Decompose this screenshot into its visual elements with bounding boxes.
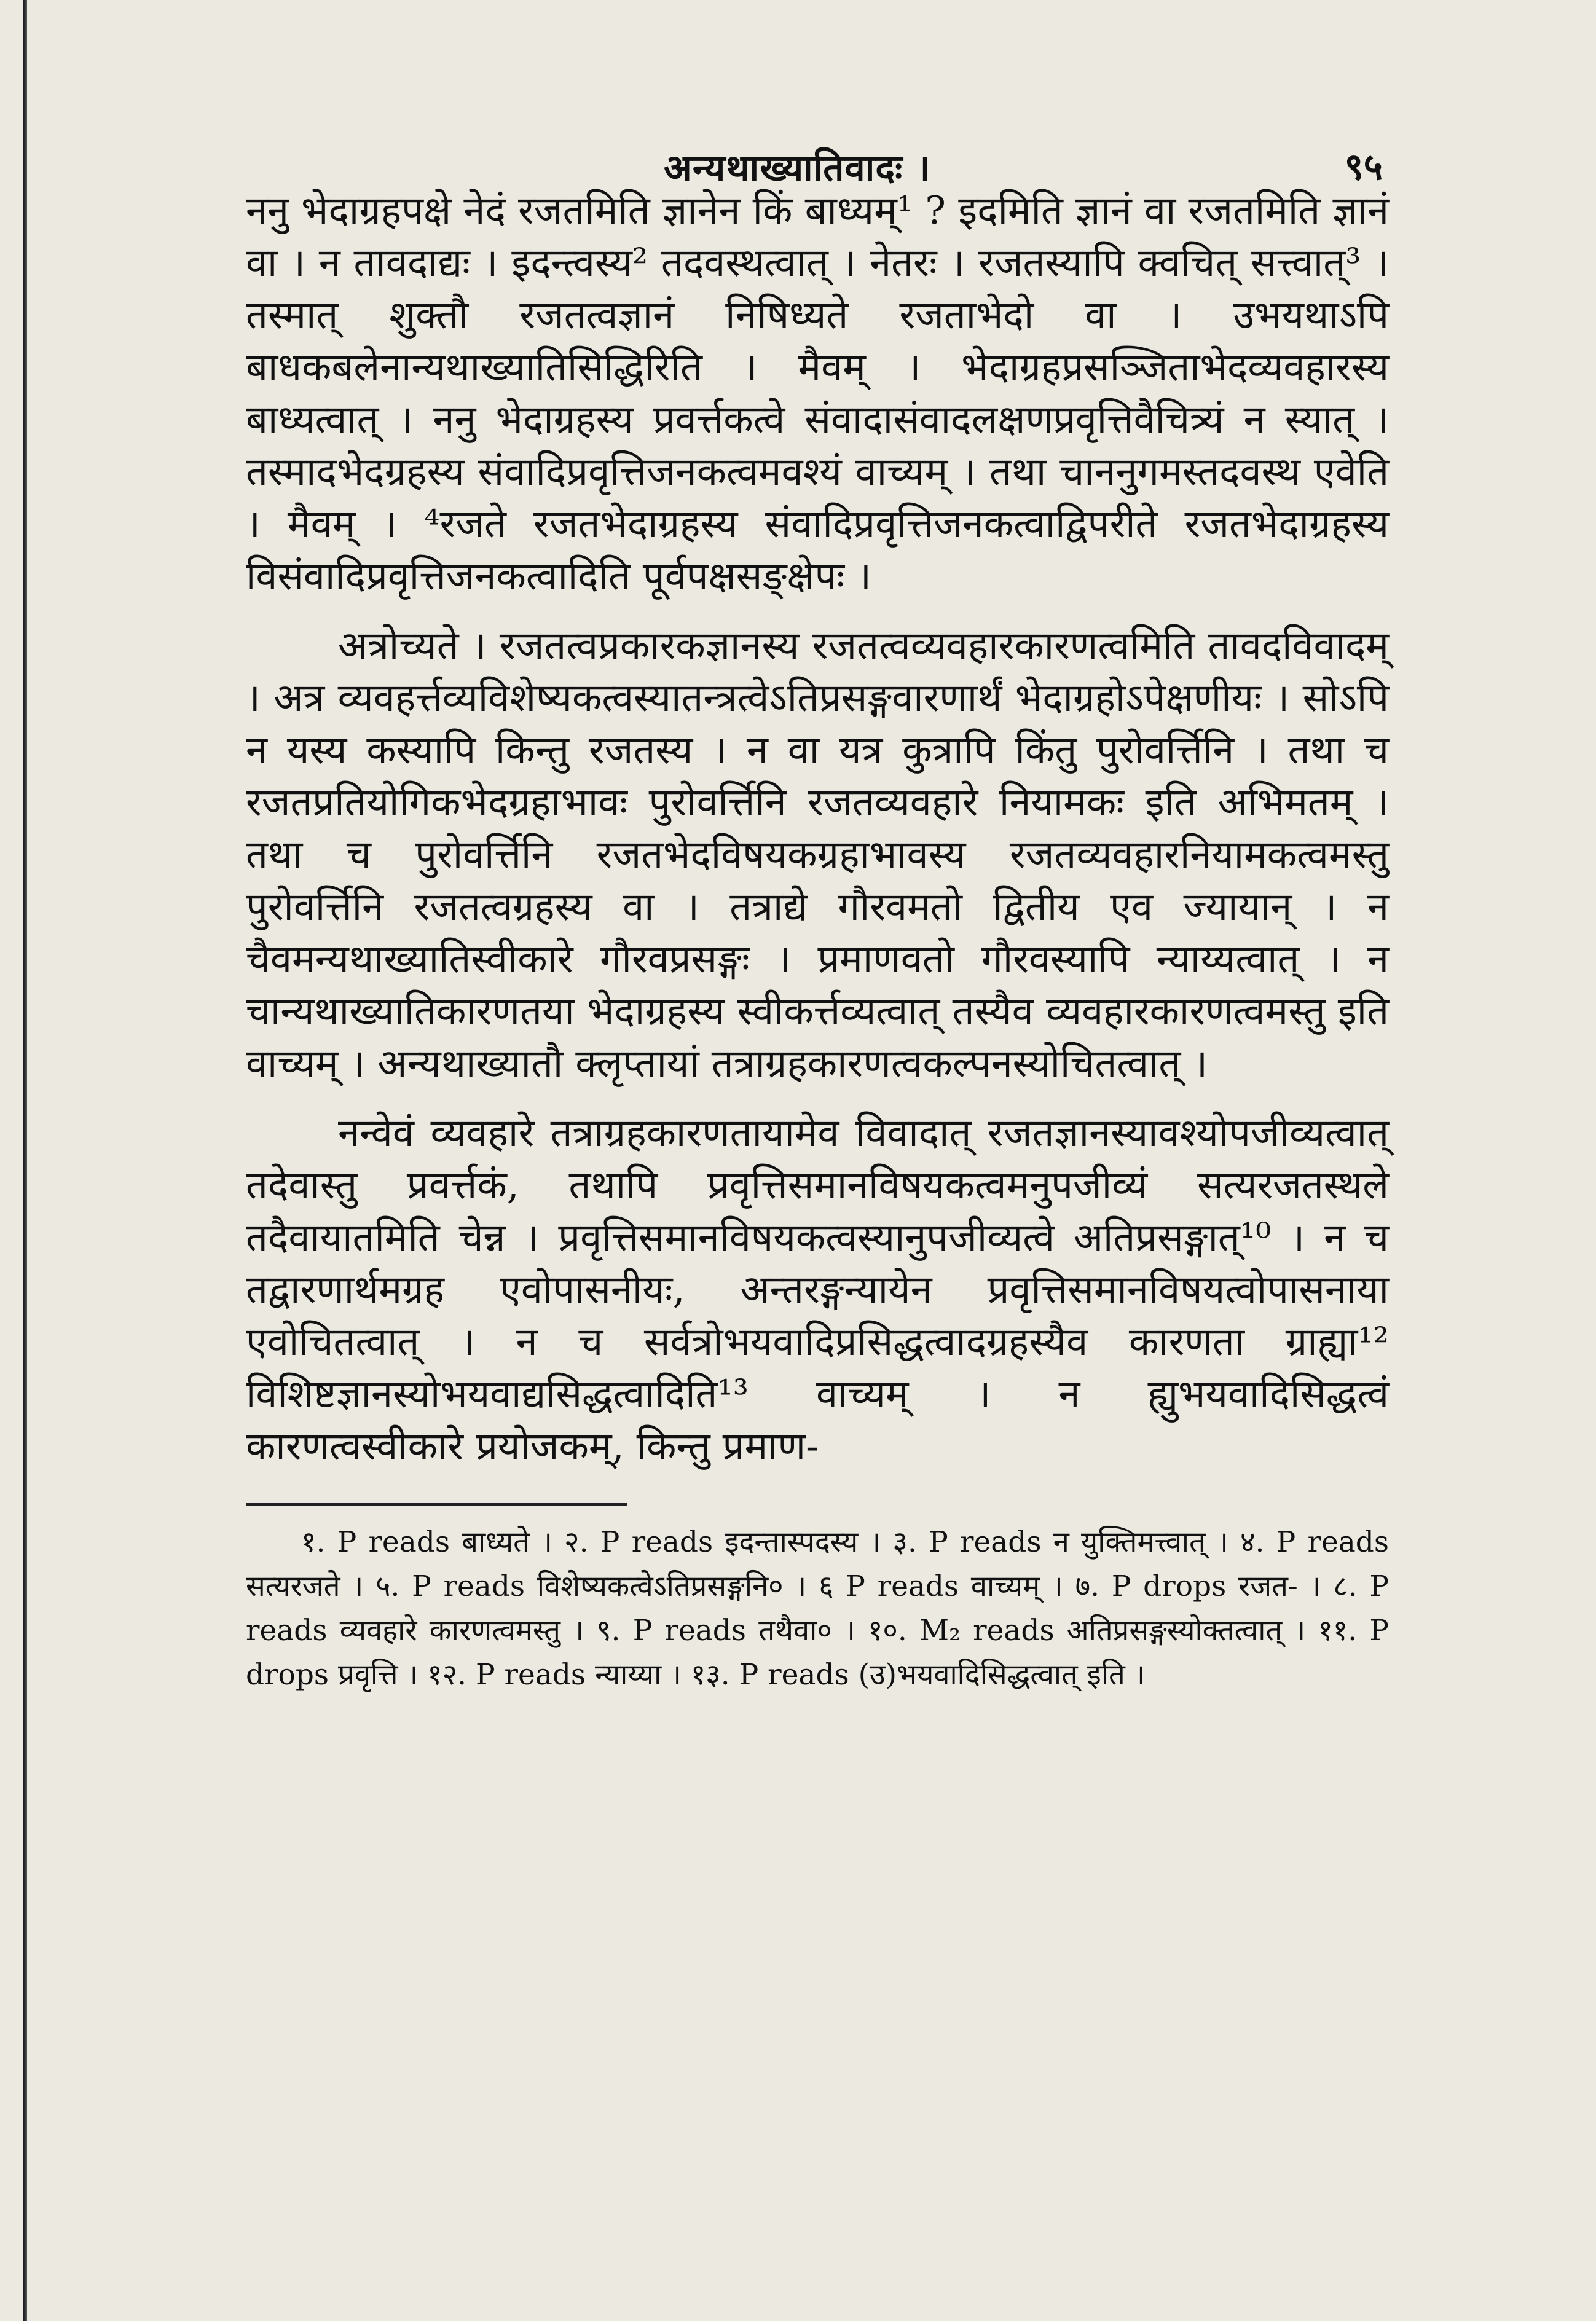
paragraph-siddhanta: अत्रोच्यते । रजतत्वप्रकारकज्ञानस्य रजतत्वव्यवहारकारणत्वमिति तावदविवादम् । अत्र व्यवहर्त्तव्यविशेष्यकत्वस्यातन्त्रत्वेऽतिप्रसङ्गवारणार्थं भेदाग्रहोऽपेक्षणीयः । सोऽपि न यस्य कस्यापि किन्तु रजतस्य । न वा यत्र कुत्रापि किंतु पुरोवर्त्तिनि । तथा च रजतप्रतियोगिकभेदग्रहाभावः पुरोवर्त्तिनि रजतव्यवहारे नियामकः इति अभिमतम् । तथा च पुरोवर्त्तिनि रजतभेदविषयकग्रहाभावस्य रजतव्यवहारनियामकत्वमस्तु पुरोवर्त्तिनि रजतत्वग्रहस्य वा । तत्राद्ये गौरवमतो द्वितीय एव ज्यायान् । न चैवमन्यथाख्यातिस्वीकारे गौरवप्रसङ्गः । प्रमाणवतो गौरवस्यापि न्याय्यत्वात् । न चान्यथाख्यातिकारणतया भेदाग्रहस्य स्वीकर्त्तव्यत्वात् तस्यैव व्यवहारकारणत्वमस्तु इति वाच्यम् । अन्यथाख्यातौ क्लृप्तायां तत्राग्रहकारणत्वकल्पनस्योचितत्वात् ।: [246, 623, 1389, 1086]
book-page: [246, 111, 1389, 2261]
book-spine-edge: [23, 0, 27, 2321]
body-text: [246, 184, 1389, 1472]
page-number: ९५: [1344, 146, 1383, 189]
paragraph-objection: नन्वेवं व्यवहारे तत्राग्रहकारणतायामेव विवादात् रजतज्ञानस्यावश्योपजीव्यत्वात् तदेवास्तु प्रवर्त्तकं, तथापि प्रवृत्तिसमानविषयकत्वमनुपजीव्यं सत्यरजतस्थले तदैवायातमिति चेन्न । प्रवृत्तिसमानविषयकत्वस्यानुपजीव्यत्वे अतिप्रसङ्गात्¹⁰ । न च तद्वारणार्थमग्रह एवोपासनीयः, अन्तरङ्गन्यायेन प्रवृत्तिसमानविषयत्वोपासनाया एवोचितत्वात् । न च सर्वत्रोभयवादिप्रसिद्धत्वादग्रहस्यैव कारणता ग्राह्या¹² विशिष्टज्ञानस्योभयवाद्यसिद्धत्वादिति¹³ वाच्यम् । न ह्युभयवादिसिद्धत्वं कारणत्वस्वीकारे प्रयोजकम्, किन्तु प्रमाण-: [246, 1110, 1389, 1469]
page-header: [246, 111, 1389, 190]
footnote-text: १. P reads बाध्यते । २. P reads इदन्तास्पदस्य । ३. P reads न युक्तिमत्त्वात् । ४. P reads सत्यरजते । ५. P reads विशेष्यकत्वेऽतिप्रसङ्गनि० । ६ P reads वाच्यम् । ७. P drops रजत- । ८. P reads व्यवहारे कारणत्वमस्तु । ९. P reads तथैवा० । १०. M₂ reads अतिप्रसङ्गस्योक्तत्वात् । ११. P drops प्रवृत्ति । १२. P reads न्याय्या । १३. P reads (उ)भयवादिसिद्धत्वात् इति ।: [246, 1525, 1389, 1692]
footnote-rule: [246, 1503, 627, 1506]
running-title: अन्यथाख्यातिवादः ।: [664, 147, 931, 190]
footnotes: [246, 1520, 1389, 1697]
paragraph-purvapaksha: ननु भेदाग्रहपक्षे नेदं रजतमिति ज्ञानेन किं बाध्यम्¹ ? इदमिति ज्ञानं वा रजतमिति ज्ञानं वा । न तावदाद्यः । इदन्त्वस्य² तदवस्थत्वात् । नेतरः । रजतस्यापि क्वचित् सत्त्वात्³ । तस्मात् शुक्तौ रजतत्वज्ञानं निषिध्यते रजताभेदो वा । उभयथाऽपि बाधकबलेनान्यथाख्यातिसिद्धिरिति । मैवम् । भेदाग्रहप्रसञ्जिताभेदव्यवहारस्य बाध्यत्वात् । ननु भेदाग्रहस्य प्रवर्त्तकत्वे संवादासंवादलक्षणप्रवृत्तिवैचित्र्यं न स्यात् । तस्मादभेदग्रहस्य संवादिप्रवृत्तिजनकत्वमवश्यं वाच्यम् । तथा चाननुगमस्तदवस्थ एवेति । मैवम् । ⁴रजते रजतभेदाग्रहस्य संवादिप्रवृत्तिजनकत्वाद्विपरीते रजतभेदाग्रहस्य विसंवादिप्रवृत्तिजनकत्वादिति पूर्वपक्षसङ्क्षेपः ।: [246, 188, 1389, 599]
